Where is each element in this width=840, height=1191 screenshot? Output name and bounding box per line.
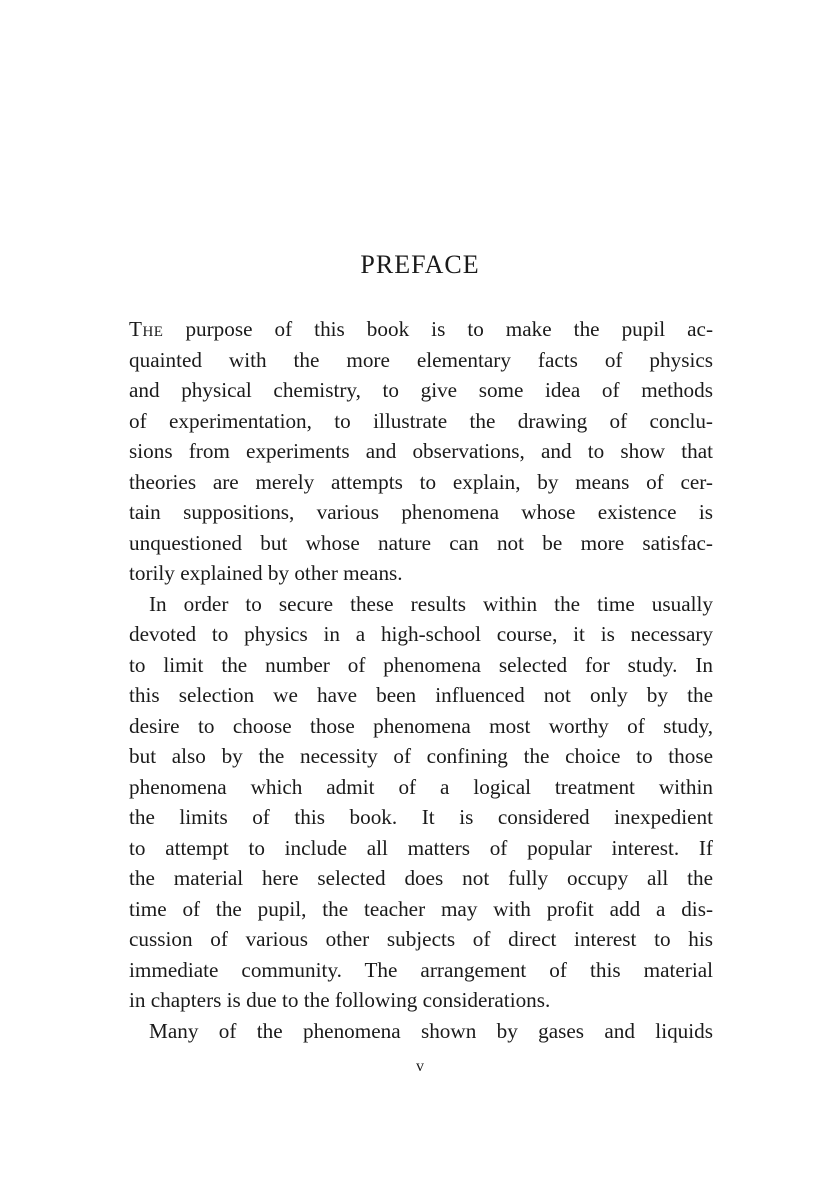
text-line: devoted to physics in a high-school course, it is necessary bbox=[129, 622, 713, 646]
text-line: cussion of various other subjects of direct interest to his bbox=[129, 927, 713, 951]
text-line: to attempt to include all matters of popular interest. If bbox=[129, 835, 713, 860]
text-line: and physical chemistry, to give some idea of methods bbox=[129, 378, 713, 402]
text-line: desire to choose those phenomena most worthy of study, bbox=[129, 713, 713, 738]
text-line: quainted with the more elementary facts of physics bbox=[129, 347, 713, 372]
text-line: time of the pupil, the teacher may with profit add a dis- bbox=[129, 896, 713, 921]
preface-text bbox=[129, 314, 713, 1046]
text-line: tain suppositions, various phenomena whose existence is bbox=[129, 500, 713, 524]
text-line: but also by the necessity of confining the choice to those bbox=[129, 744, 713, 768]
text-line: this selection we have been influenced not only by the bbox=[129, 683, 713, 707]
text-line: torily explained by other means. bbox=[129, 561, 403, 585]
text-line: theories are merely attempts to explain, by means of cer- bbox=[129, 469, 713, 494]
text-line: sions from experiments and observations, and to show that bbox=[129, 439, 713, 463]
text-line: the limits of this book. It is considered inexpedient bbox=[129, 805, 713, 829]
text-line: phenomena which admit of a logical treatment within bbox=[129, 774, 713, 799]
text-line: immediate community. The arrangement of this material bbox=[129, 957, 713, 982]
text-line: of experimentation, to illustrate the drawing of conclu- bbox=[129, 408, 713, 433]
page-title: PREFACE bbox=[360, 250, 480, 279]
text-line: In order to secure these results within the time usually bbox=[149, 591, 713, 616]
text-line: to limit the number of phenomena selected for study. In bbox=[129, 652, 713, 677]
first-word: The bbox=[129, 317, 164, 341]
text-line-content: purpose of this book is to make the pupil ac- bbox=[163, 317, 713, 341]
text-line bbox=[129, 314, 713, 345]
text-line: the material here selected does not fully occupy all the bbox=[129, 866, 713, 890]
text-line: unquestioned but whose nature can not be more satisfac- bbox=[129, 530, 713, 555]
text-line: Many of the phenomena shown by gases and liquids bbox=[149, 1018, 713, 1043]
text-line: in chapters is due to the following considerations. bbox=[129, 988, 551, 1012]
page-number: v bbox=[416, 1058, 424, 1075]
